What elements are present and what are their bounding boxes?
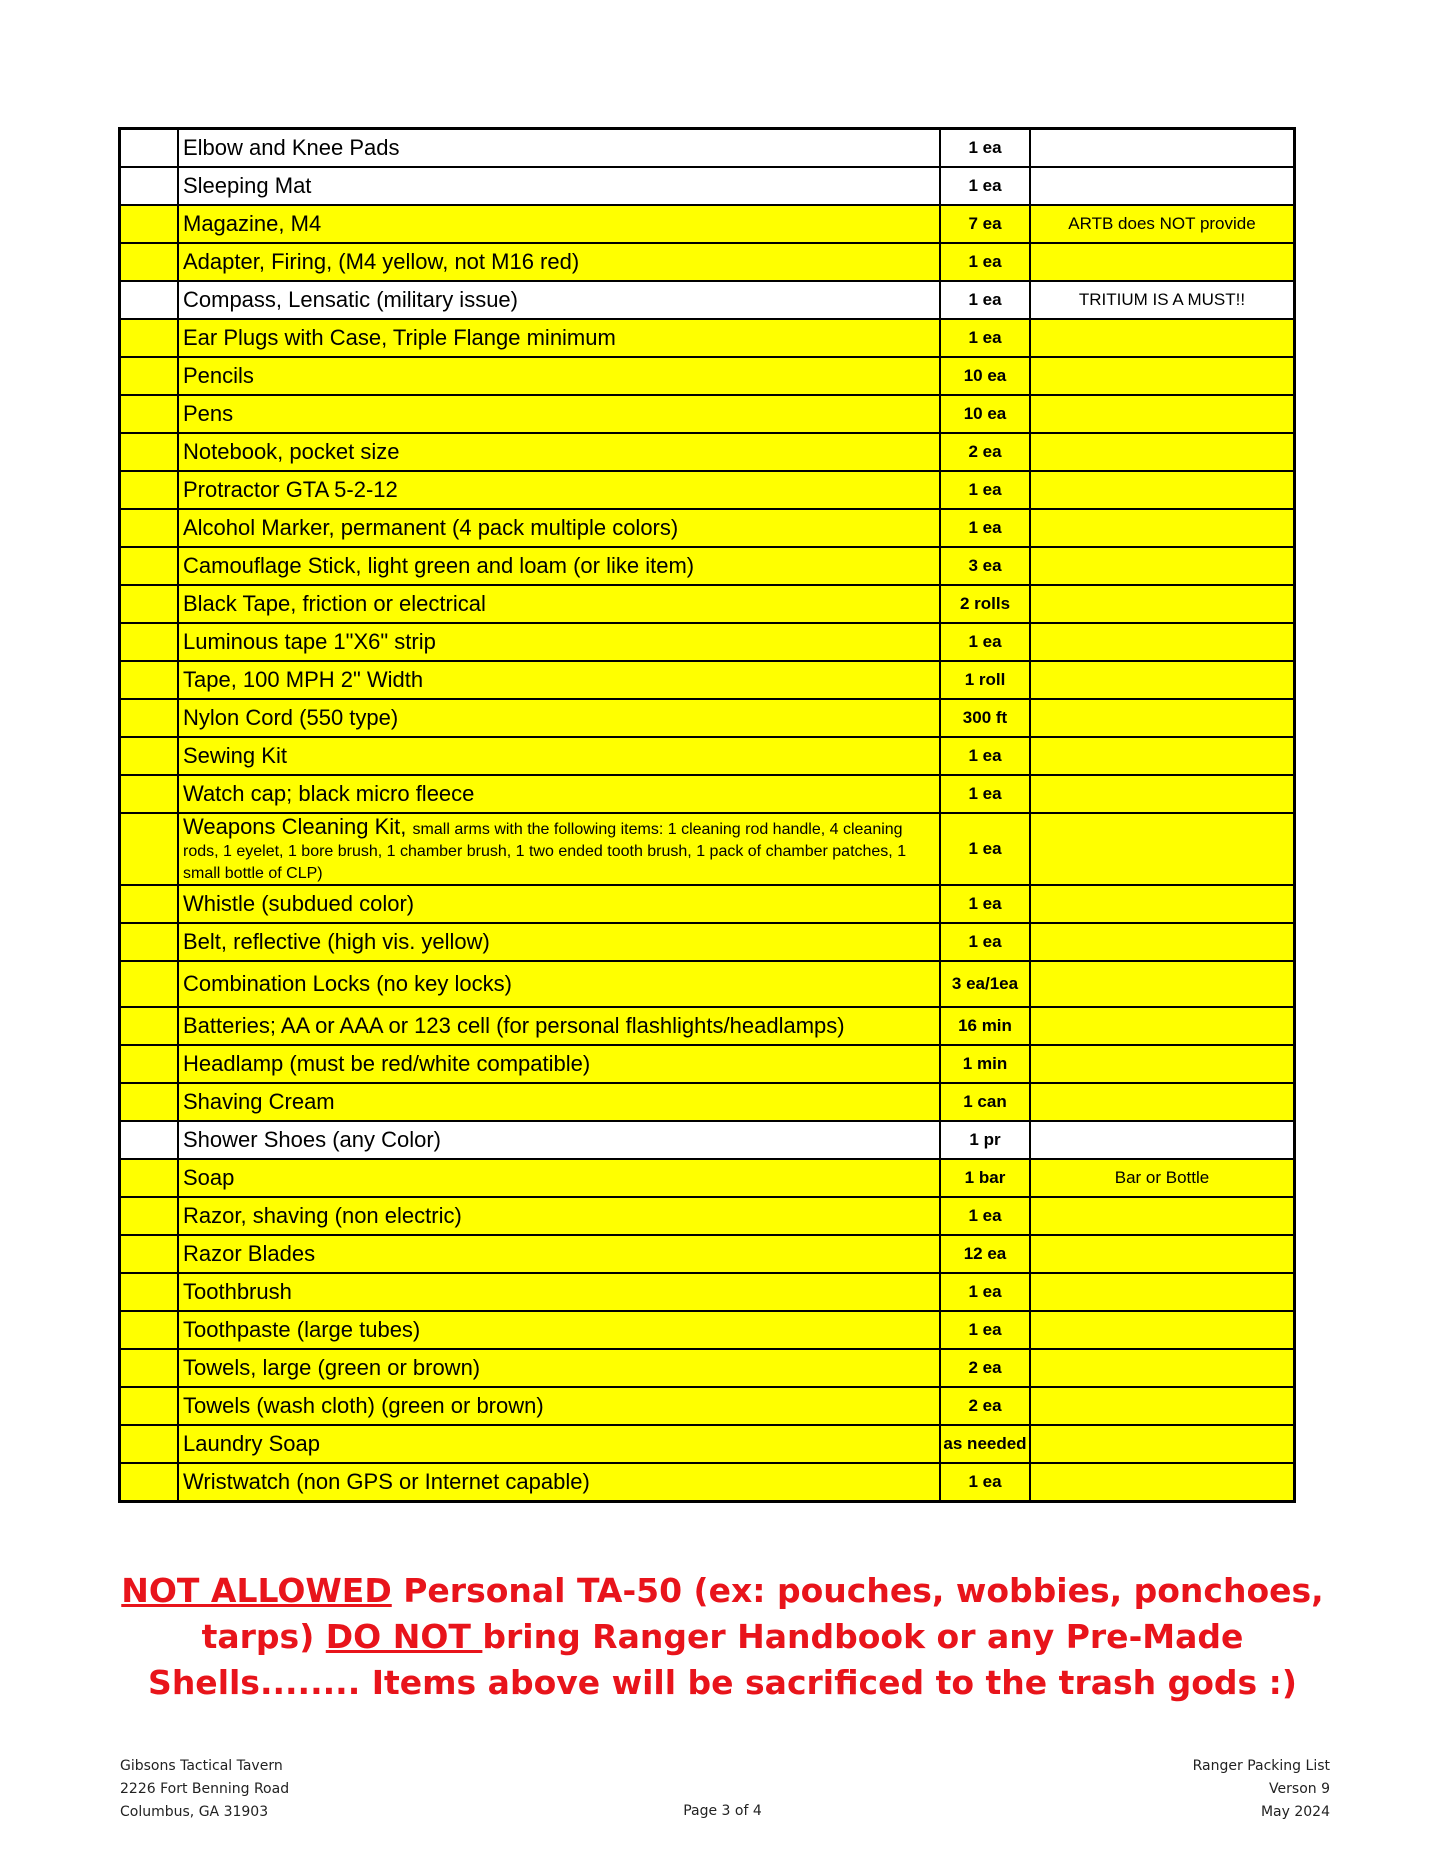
item-name: Magazine, M4 (183, 211, 322, 236)
item-name: Nylon Cord (550 type) (183, 705, 399, 730)
item-name-cell (178, 1349, 940, 1387)
checkbox-cell[interactable] (120, 547, 179, 585)
item-name: Compass, Lensatic (military issue) (183, 287, 518, 312)
item-name: Pens (183, 401, 234, 426)
item-name-cell (178, 923, 940, 961)
item-name: Luminous tape 1"X6" strip (183, 629, 436, 654)
item-name-cell (178, 1159, 940, 1197)
note-cell (1030, 1121, 1295, 1159)
item-name-cell (178, 395, 940, 433)
item-name-cell (178, 357, 940, 395)
item-name: Laundry Soap (183, 1431, 320, 1456)
item-name-cell (178, 1235, 940, 1273)
item-name-cell (178, 167, 940, 205)
table-row (120, 1083, 1295, 1121)
item-name-cell (178, 1197, 940, 1235)
checkbox-cell[interactable] (120, 1197, 179, 1235)
item-name: Soap (183, 1165, 235, 1190)
table-row (120, 923, 1295, 961)
checkbox-cell[interactable] (120, 1273, 179, 1311)
item-name: Tape, 100 MPH 2" Width (183, 667, 424, 692)
footer-address (120, 1755, 289, 1824)
table-row (120, 1159, 1295, 1197)
quantity-cell: 2 ea (940, 1387, 1030, 1425)
item-name: Wristwatch (non GPS or Internet capable) (183, 1469, 590, 1494)
quantity-cell: 10 ea (940, 395, 1030, 433)
warning-notice (100, 1568, 1345, 1706)
item-name-cell (178, 281, 940, 319)
table-row (120, 395, 1295, 433)
quantity-cell: 1 roll (940, 661, 1030, 699)
footer-doc-title: Ranger Packing List (1192, 1758, 1330, 1774)
note-cell (1030, 129, 1295, 168)
table-row (120, 1121, 1295, 1159)
item-name-cell (178, 509, 940, 547)
checkbox-cell[interactable] (120, 923, 179, 961)
quantity-cell: 3 ea/1ea (940, 961, 1030, 1007)
item-name: Toothbrush (183, 1279, 292, 1304)
quantity-cell: 1 ea (940, 1273, 1030, 1311)
item-name: Headlamp (must be red/white compatible) (183, 1051, 591, 1076)
quantity-cell: 1 ea (940, 885, 1030, 923)
item-name-cell (178, 129, 940, 168)
table-row (120, 961, 1295, 1007)
item-name-cell (178, 737, 940, 775)
warning-text-1: Personal TA-50 (ex: pouches, wobbies, ponchoes, tarps) (201, 1571, 1324, 1656)
checkbox-cell[interactable] (120, 1425, 179, 1463)
note-cell (1030, 1463, 1295, 1502)
quantity-cell: 1 ea (940, 923, 1030, 961)
quantity-cell: 1 ea (940, 167, 1030, 205)
note-cell (1030, 433, 1295, 471)
item-name-cell (178, 961, 940, 1007)
checkbox-cell[interactable] (120, 319, 179, 357)
table-row (120, 319, 1295, 357)
note-cell (1030, 661, 1295, 699)
quantity-cell: 1 ea (940, 281, 1030, 319)
table-row (120, 547, 1295, 585)
footer-date: May 2024 (1260, 1804, 1330, 1820)
note-cell (1030, 1273, 1295, 1311)
checkbox-cell[interactable] (120, 1387, 179, 1425)
item-name: Ear Plugs with Case, Triple Flange minimum (183, 325, 616, 350)
table-row (120, 1273, 1295, 1311)
checkbox-cell[interactable] (120, 1045, 179, 1083)
quantity-cell: 1 ea (940, 509, 1030, 547)
footer-page-number: Page 3 of 4 (683, 1803, 762, 1819)
item-name-cell (178, 1425, 940, 1463)
note-cell (1030, 243, 1295, 281)
item-name: Belt, reflective (high vis. yellow) (183, 929, 490, 954)
note-cell (1030, 509, 1295, 547)
note-cell (1030, 1235, 1295, 1273)
table-row (120, 775, 1295, 813)
checkbox-cell[interactable] (120, 433, 179, 471)
checkbox-cell[interactable] (120, 1235, 179, 1273)
quantity-cell: 1 ea (940, 129, 1030, 168)
note-cell (1030, 1007, 1295, 1045)
packing-list-table (118, 127, 1296, 1503)
checkbox-cell[interactable] (120, 813, 179, 885)
quantity-cell: 7 ea (940, 205, 1030, 243)
checkbox-cell[interactable] (120, 661, 179, 699)
item-name: Watch cap; black micro fleece (183, 781, 475, 806)
quantity-cell: 12 ea (940, 1235, 1030, 1273)
item-name-cell (178, 1121, 940, 1159)
item-name-cell (178, 205, 940, 243)
item-name-cell (178, 775, 940, 813)
quantity-cell: 1 ea (940, 1311, 1030, 1349)
note-cell (1030, 1045, 1295, 1083)
quantity-cell: 10 ea (940, 357, 1030, 395)
checkbox-cell[interactable] (120, 699, 179, 737)
note-cell (1030, 1083, 1295, 1121)
quantity-cell: 16 min (940, 1007, 1030, 1045)
item-name-cell (178, 585, 940, 623)
warning-text-2: bring Ranger Handbook or any Pre-Made Shells........ Items above will be sacrificed to the trash gods :) (148, 1617, 1297, 1702)
note-cell: ARTB does NOT provide (1030, 205, 1295, 243)
quantity-cell: 1 ea (940, 1463, 1030, 1502)
note-cell (1030, 775, 1295, 813)
item-name: Black Tape, friction or electrical (183, 591, 486, 616)
note-cell (1030, 1349, 1295, 1387)
item-name: Sewing Kit (183, 743, 287, 768)
checkbox-cell[interactable] (120, 357, 179, 395)
note-cell (1030, 167, 1295, 205)
checkbox-cell[interactable] (120, 1349, 179, 1387)
item-name-cell (178, 1007, 940, 1045)
item-name: Pencils (183, 363, 254, 388)
checkbox-cell[interactable] (120, 205, 179, 243)
item-name: Protractor GTA 5-2-12 (183, 477, 398, 502)
quantity-cell: 1 pr (940, 1121, 1030, 1159)
table-row (120, 1007, 1295, 1045)
item-name: Towels (wash cloth) (green or brown) (183, 1393, 544, 1418)
note-cell (1030, 1387, 1295, 1425)
item-name-cell (178, 1387, 940, 1425)
item-name: Batteries; AA or AAA or 123 cell (for personal flashlights/headlamps) (183, 1013, 845, 1038)
table-row (120, 357, 1295, 395)
note-cell (1030, 1425, 1295, 1463)
table-row (120, 1387, 1295, 1425)
table-row (120, 1235, 1295, 1273)
item-name: Adapter, Firing, (M4 yellow, not M16 red) (183, 249, 580, 274)
checkbox-cell[interactable] (120, 737, 179, 775)
checkbox-cell[interactable] (120, 281, 179, 319)
do-not-text: DO NOT (325, 1617, 483, 1656)
checkbox-cell[interactable] (120, 1311, 179, 1349)
item-name-cell (178, 471, 940, 509)
quantity-cell: 1 ea (940, 319, 1030, 357)
item-name-cell (178, 1273, 940, 1311)
checkbox-cell[interactable] (120, 471, 179, 509)
note-cell: Bar or Bottle (1030, 1159, 1295, 1197)
item-name: Combination Locks (no key locks) (183, 971, 512, 996)
table-row (120, 167, 1295, 205)
item-name-cell (178, 243, 940, 281)
checkbox-cell[interactable] (120, 1121, 179, 1159)
checkbox-cell[interactable] (120, 1159, 179, 1197)
item-detail: small arms with the following items: 1 cleaning rod handle, 4 cleaning rods, 1 eyelet, 1 bore brush, 1 chamber brush, 1 two ended tooth brush, 1 pack of chamber patches, 1 small bottle of CLP) (183, 821, 907, 882)
footer-document-info (1193, 1755, 1330, 1824)
item-name-cell (178, 661, 940, 699)
table-row (120, 1425, 1295, 1463)
item-name-cell (178, 885, 940, 923)
item-name-cell (178, 433, 940, 471)
checkbox-cell[interactable] (120, 961, 179, 1007)
quantity-cell: 1 bar (940, 1159, 1030, 1197)
quantity-cell: 1 ea (940, 471, 1030, 509)
table-row (120, 737, 1295, 775)
note-cell (1030, 395, 1295, 433)
item-name: Sleeping Mat (183, 173, 312, 198)
table-row (120, 699, 1295, 737)
table-row (120, 281, 1295, 319)
table-row (120, 585, 1295, 623)
item-name-cell (178, 623, 940, 661)
quantity-cell: 1 can (940, 1083, 1030, 1121)
checkbox-cell[interactable] (120, 1007, 179, 1045)
item-name: Towels, large (green or brown) (183, 1355, 481, 1380)
footer-version: Verson 9 (1269, 1781, 1330, 1797)
not-allowed-text: NOT ALLOWED (121, 1571, 392, 1610)
item-name: Alcohol Marker, permanent (4 pack multiple colors) (183, 515, 679, 540)
quantity-cell: 1 min (940, 1045, 1030, 1083)
table-row (120, 623, 1295, 661)
item-name: Notebook, pocket size (183, 439, 400, 464)
note-cell (1030, 813, 1295, 885)
quantity-cell: 300 ft (940, 699, 1030, 737)
item-name: Shower Shoes (any Color) (183, 1127, 442, 1152)
note-cell (1030, 585, 1295, 623)
checkbox-cell[interactable] (120, 509, 179, 547)
table-row (120, 1349, 1295, 1387)
note-cell (1030, 961, 1295, 1007)
item-name-cell (178, 319, 940, 357)
checkbox-cell[interactable] (120, 775, 179, 813)
note-cell: TRITIUM IS A MUST!! (1030, 281, 1295, 319)
footer-city: Columbus, GA 31903 (120, 1804, 269, 1820)
quantity-cell: 2 ea (940, 433, 1030, 471)
checkbox-cell[interactable] (120, 1083, 179, 1121)
table-row (120, 205, 1295, 243)
note-cell (1030, 623, 1295, 661)
table-row (120, 471, 1295, 509)
table-row (120, 129, 1295, 168)
item-name: Razor, shaving (non electric) (183, 1203, 462, 1228)
note-cell (1030, 357, 1295, 395)
item-name-cell (178, 547, 940, 585)
note-cell (1030, 737, 1295, 775)
item-name-cell (178, 1045, 940, 1083)
quantity-cell: 3 ea (940, 547, 1030, 585)
table-row (120, 1045, 1295, 1083)
checkbox-cell[interactable] (120, 623, 179, 661)
item-name-cell (178, 1463, 940, 1502)
checkbox-cell[interactable] (120, 167, 179, 205)
table-row (120, 433, 1295, 471)
note-cell (1030, 699, 1295, 737)
checkbox-cell[interactable] (120, 129, 179, 168)
quantity-cell: 1 ea (940, 737, 1030, 775)
note-cell (1030, 319, 1295, 357)
note-cell (1030, 471, 1295, 509)
table-row (120, 661, 1295, 699)
table-row (120, 885, 1295, 923)
note-cell (1030, 923, 1295, 961)
footer-street: 2226 Fort Benning Road (120, 1781, 290, 1797)
checkbox-cell[interactable] (120, 395, 179, 433)
item-name-cell (178, 1083, 940, 1121)
item-name: Camouflage Stick, light green and loam (or like item) (183, 553, 695, 578)
checkbox-cell[interactable] (120, 243, 179, 281)
quantity-cell: 2 ea (940, 1349, 1030, 1387)
item-name: Razor Blades (183, 1241, 316, 1266)
item-name: Shaving Cream (183, 1089, 335, 1114)
table-row (120, 509, 1295, 547)
note-cell (1030, 885, 1295, 923)
footer-business-name: Gibsons Tactical Tavern (120, 1758, 283, 1774)
table-row (120, 1311, 1295, 1349)
item-name: Toothpaste (large tubes) (183, 1317, 421, 1342)
quantity-cell: 1 ea (940, 623, 1030, 661)
table-row (120, 1197, 1295, 1235)
item-name-cell (178, 1311, 940, 1349)
table-row (120, 243, 1295, 281)
quantity-cell: 1 ea (940, 775, 1030, 813)
quantity-cell: 1 ea (940, 1197, 1030, 1235)
item-name: Weapons Cleaning Kit, (183, 814, 407, 839)
quantity-cell: 1 ea (940, 813, 1030, 885)
checkbox-cell[interactable] (120, 885, 179, 923)
table-row (120, 1463, 1295, 1502)
note-cell (1030, 1311, 1295, 1349)
quantity-cell: as needed (940, 1425, 1030, 1463)
quantity-cell: 1 ea (940, 243, 1030, 281)
quantity-cell: 2 rolls (940, 585, 1030, 623)
table-body (120, 129, 1295, 1502)
checkbox-cell[interactable] (120, 1463, 179, 1502)
item-name: Whistle (subdued color) (183, 891, 415, 916)
item-name: Elbow and Knee Pads (183, 135, 400, 160)
item-name-cell (178, 813, 940, 885)
note-cell (1030, 1197, 1295, 1235)
checkbox-cell[interactable] (120, 585, 179, 623)
table-row (120, 813, 1295, 885)
item-name-cell (178, 699, 940, 737)
note-cell (1030, 547, 1295, 585)
